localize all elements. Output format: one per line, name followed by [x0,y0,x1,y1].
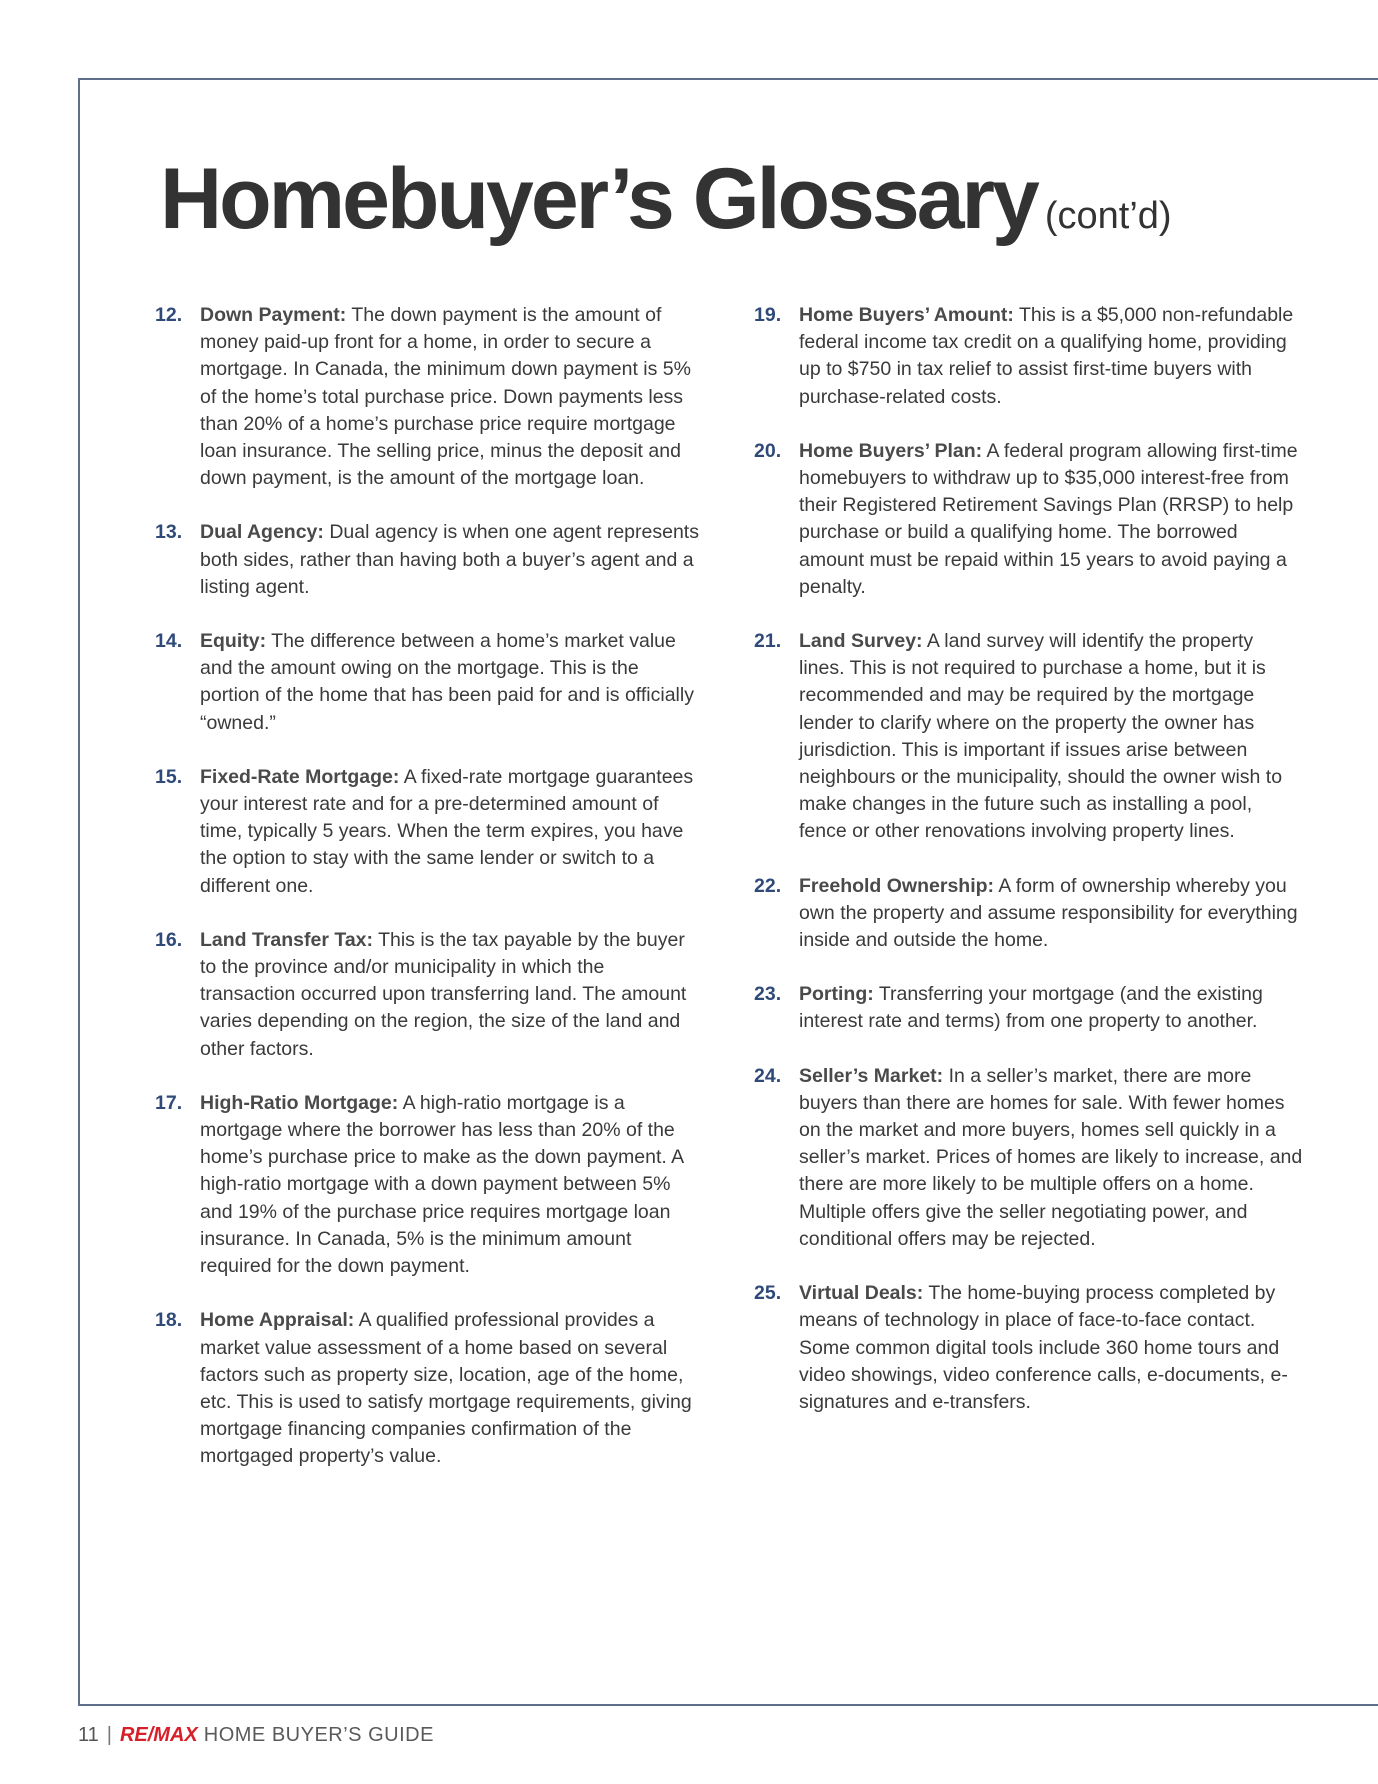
entry-body [799,438,1304,601]
glossary-column-left [155,302,700,1498]
entry-number: 21. [754,630,782,653]
entry-number: 25. [754,1282,782,1305]
entry-definition: In a seller’s market, there are more buyers than there are homes for sale. With fewer homes on the market and more buyers, homes sell quickly in a seller’s market. Prices of homes are likely to increase, and there are more likely to be multiple offers on a home. Multiple offers give the seller negotiating power, and conditional offers may be rejected. [799,1064,1303,1250]
entry-definition: A land survey will identify the property lines. This is not required to purchase a home, but it is recommended and may be required by the mortgage lender to clarify where on the property the owner has jurisdiction. This is important if issues arise between neighbours or the municipality, should the owner wish to make changes in the future such as installing a pool, fence or other renovations involving property lines. [799,630,1283,843]
entry-body [799,1280,1304,1416]
entry-body [200,1090,700,1280]
entry-number: 12. [155,304,183,326]
entry-body [799,628,1304,846]
glossary-entry-dual-agency [155,519,700,601]
entry-number: 20. [754,439,782,462]
entry-number: 22. [754,874,782,897]
entry-body [200,927,700,1063]
entry-term: Land Transfer Tax: [200,928,374,951]
entry-definition: This is the tax payable by the buyer to the province and/or municipality in which the transaction occurred upon transferring land. The amount varies depending on the region, the size of the land and other factors. [200,928,687,1060]
entry-term: Home Appraisal: [200,1309,355,1332]
glossary-entry-equity [155,628,700,737]
entry-body [200,519,700,601]
entry-body [799,873,1304,955]
entry-definition: A form of ownership whereby you own the property and assume responsibility for everything inside and outside the home. [799,874,1298,952]
entry-term: Land Survey: [799,630,923,653]
entry-body [200,1307,700,1470]
entry-definition: This is a $5,000 non-refundable federal income tax credit on a qualifying home, providing up to $750 in tax relief to assist first-time buyers with purchase-related costs. [799,304,1294,408]
entry-body [799,1063,1304,1253]
glossary-entry-virtual-deals [754,1280,1304,1416]
entry-number: 14. [155,630,183,653]
entry-body [200,628,700,737]
glossary-entry-fixed-rate-mortgage [155,764,700,900]
entry-number: 18. [155,1309,183,1332]
entry-body [200,302,700,492]
page-footer [78,1724,434,1747]
entry-term: Porting: [799,983,874,1006]
glossary-entry-sellers-market [754,1063,1304,1253]
glossary-entry-freehold-ownership [754,873,1304,955]
entry-definition: A qualified professional provides a market value assessment of a home based on several factors such as property size, location, age of the home, etc. This is used to satisfy mortgage requirements, giving mortgage financing companies confirmation of the mortgaged property’s value. [200,1309,692,1468]
entry-term: Home Buyers’ Amount: [799,304,1014,326]
page-subtitle: (cont’d) [1044,195,1172,237]
entry-definition: A federal program allowing first-time homebuyers to withdraw up to $35,000 interest-free from their Registered Retirement Savings Plan (RRSP) to help purchase or build a qualifying home. The borrowed amount must be repaid within 15 years to avoid paying a penalty. [799,439,1298,598]
entry-number: 19. [754,304,782,326]
entry-definition: Transferring your mortgage (and the existing interest rate and terms) from one property to another. [799,983,1263,1033]
glossary-entry-down-payment [155,302,700,492]
page-number: 11 [78,1724,99,1746]
brand-logo: RE/MAX [119,1724,198,1746]
entry-definition: The difference between a home’s market value and the amount owing on the mortgage. This is the portion of the home that has been paid for and is officially “owned.” [200,630,694,734]
page-heading [160,150,1172,249]
glossary-entry-high-ratio-mortgage [155,1090,700,1280]
entry-term: High-Ratio Mortgage: [200,1091,399,1114]
entry-number: 13. [155,521,183,544]
entry-term: Equity: [200,630,267,653]
entry-number: 23. [754,983,782,1006]
entry-number: 15. [155,765,183,788]
entry-body [799,302,1304,411]
entry-body [799,981,1304,1035]
glossary-entry-land-transfer-tax [155,927,700,1063]
glossary-entry-land-survey [754,628,1304,846]
entry-term: Dual Agency: [200,521,324,544]
glossary-entry-porting [754,981,1304,1035]
footer-separator: | [106,1724,112,1746]
guide-title: HOME BUYER’S GUIDE [203,1724,434,1746]
entry-term: Virtual Deals: [799,1282,924,1305]
entry-number: 24. [754,1064,782,1087]
entry-definition: The down payment is the amount of money paid-up front for a home, in order to secure a mortgage. In Canada, the minimum down payment is 5% of the home’s total purchase price. Down payments less than 20% of a home’s purchase price require mortgage loan insurance. The selling price, minus the deposit and down payment, is the amount of the mortgage loan. [200,304,691,490]
glossary-entry-home-buyers-plan [754,438,1304,601]
glossary-entry-home-buyers-amount [754,302,1304,411]
entry-term: Home Buyers’ Plan: [799,439,983,462]
entry-term: Seller’s Market: [799,1064,944,1087]
entry-definition: The home-buying process completed by means of technology in place of face-to-face contact. Some common digital tools include 360 home tours and video showings, video conference calls, e-documents, e-signatures and e-transfers. [799,1282,1288,1413]
entry-number: 16. [155,928,183,951]
entry-term: Down Payment: [200,304,347,326]
entry-term: Freehold Ownership: [799,874,995,897]
entry-term: Fixed-Rate Mortgage: [200,765,400,788]
glossary-entry-home-appraisal [155,1307,700,1470]
entry-number: 17. [155,1091,183,1114]
entry-body [200,764,700,900]
entry-definition: A high-ratio mortgage is a mortgage where the borrower has less than 20% of the home’s purchase price to make as the down payment. A high-ratio mortgage with a down payment between 5% and 19% of the purchase price requires mortgage loan insurance. In Canada, 5% is the minimum amount required for the down payment. [200,1091,684,1278]
entry-definition: A fixed-rate mortgage guarantees your interest rate and for a pre-determined amount of time, typically 5 years. When the term expires, you have the option to stay with the same lender or switch to a different one. [200,765,694,897]
page-title: Homebuyer’s Glossary [160,151,1037,247]
glossary-column-right [754,302,1304,1443]
entry-definition: Dual agency is when one agent represents both sides, rather than having both a buyer’s agent and a listing agent. [200,521,699,598]
